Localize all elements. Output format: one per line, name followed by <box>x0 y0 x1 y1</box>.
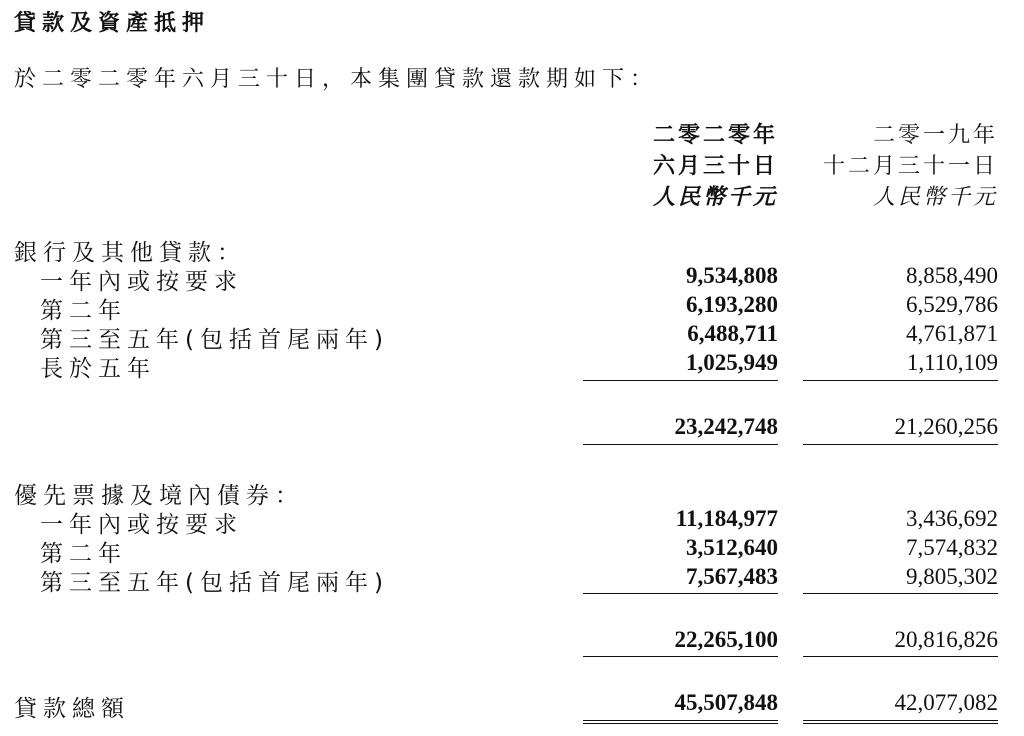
bank-row-current: 1,025,949 <box>686 350 778 375</box>
bank-loans-title: 銀行及其他貸款： <box>14 240 246 266</box>
notes-row-current: 7,567,483 <box>686 564 778 589</box>
divider-line <box>583 380 778 381</box>
bank-row-current: 9,534,808 <box>686 263 778 288</box>
previous-header-unit: 人民幣千元 <box>872 185 998 210</box>
double-underline <box>583 720 778 724</box>
notes-row-label: 一年內或按要求 <box>40 512 243 538</box>
bank-row-label: 第二年 <box>40 298 127 324</box>
notes-row-previous: 3,436,692 <box>906 506 998 531</box>
current-header-year: 二零二零年 <box>652 123 778 148</box>
bank-row-current: 6,488,711 <box>687 321 778 346</box>
section-heading: 貸款及資產抵押 <box>14 11 211 36</box>
double-underline <box>803 720 998 724</box>
bank-row-label: 第三至五年(包括首尾兩年) <box>40 327 389 353</box>
bank-subtotal-current: 23,242,748 <box>674 414 778 439</box>
bank-row-previous: 4,761,871 <box>906 321 998 346</box>
notes-row-label: 第二年 <box>40 541 127 567</box>
bank-row-current: 6,193,280 <box>686 292 778 317</box>
bank-row-previous: 6,529,786 <box>906 292 998 317</box>
notes-row-previous: 9,805,302 <box>906 564 998 589</box>
intro-text: 於二零二零年六月三十日，本集團貸款還款期如下： <box>14 67 659 92</box>
total-previous: 42,077,082 <box>894 690 998 715</box>
notes-bonds-title: 優先票據及境內債券： <box>14 483 304 509</box>
notes-subtotal-previous: 20,816,826 <box>894 627 998 652</box>
divider-line <box>803 380 998 381</box>
total-current: 45,507,848 <box>674 690 778 715</box>
bank-row-label: 長於五年 <box>40 356 156 382</box>
divider-line <box>583 656 778 657</box>
notes-subtotal-current: 22,265,100 <box>674 627 778 652</box>
divider-line <box>803 593 998 594</box>
divider-line <box>583 593 778 594</box>
previous-header-date: 十二月三十一日 <box>822 154 998 179</box>
bank-row-previous: 1,110,109 <box>906 350 998 375</box>
divider-line <box>803 656 998 657</box>
total-label: 貸款總額 <box>14 696 130 722</box>
previous-header-year: 二零一九年 <box>872 123 998 148</box>
notes-row-previous: 7,574,832 <box>906 535 998 560</box>
bank-row-label: 一年內或按要求 <box>40 269 243 295</box>
divider-line <box>583 444 778 445</box>
current-header-unit: 人民幣千元 <box>652 185 778 210</box>
notes-row-label: 第三至五年(包括首尾兩年) <box>40 570 389 596</box>
current-header-date: 六月三十日 <box>652 154 778 179</box>
previous-period-header <box>823 120 998 213</box>
divider-line <box>803 444 998 445</box>
notes-row-current: 3,512,640 <box>686 535 778 560</box>
bank-row-previous: 8,858,490 <box>906 263 998 288</box>
bank-subtotal-previous: 21,260,256 <box>894 414 998 439</box>
current-period-header <box>653 120 778 213</box>
notes-row-current: 11,184,977 <box>675 506 778 531</box>
